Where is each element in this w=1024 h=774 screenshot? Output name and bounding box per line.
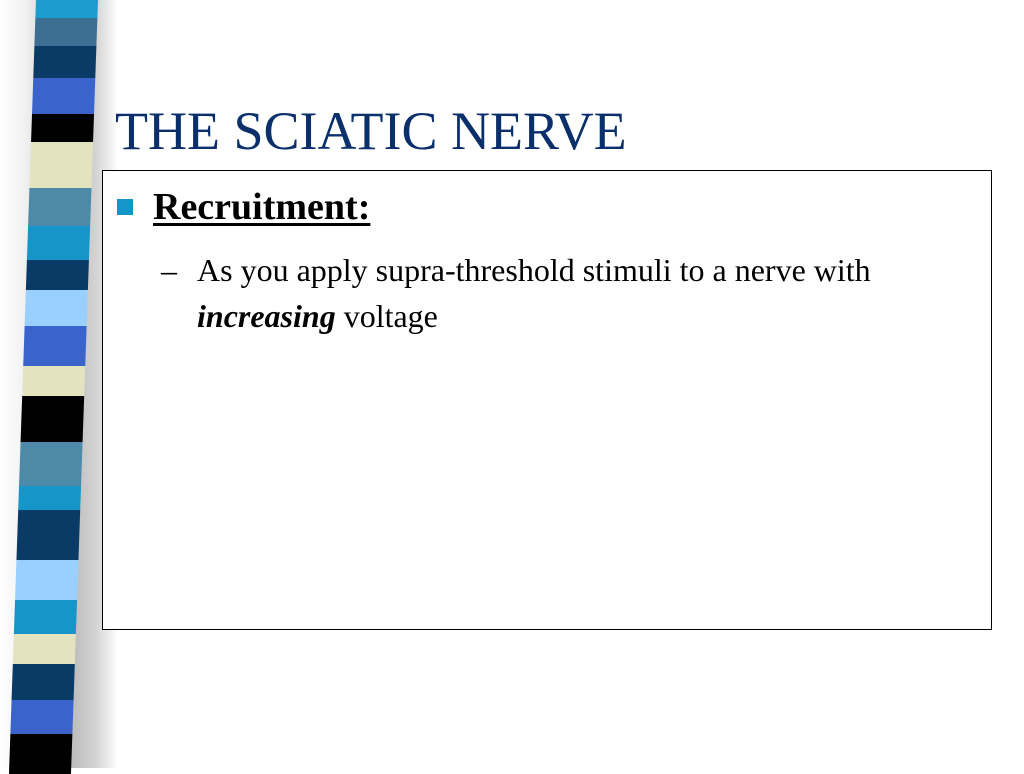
stripe-segment [26, 260, 89, 290]
stripe-segment [12, 664, 75, 700]
stripe-segment [33, 46, 96, 78]
sub-bullet-emphasis: increasing [197, 298, 336, 334]
stripe-segment [27, 226, 90, 260]
stripe-segment [29, 142, 93, 188]
slide-title: THE SCIATIC NERVE [115, 101, 627, 161]
sub-bullet-text-part2: voltage [335, 298, 438, 334]
stripe-segment [32, 78, 95, 114]
stripe-segment [14, 600, 77, 634]
sub-bullet-item [161, 247, 987, 339]
stripe-segment [18, 486, 81, 510]
stripe-segment [34, 18, 97, 46]
stripe-segment [23, 326, 86, 366]
sub-bullet-text [197, 247, 987, 339]
stripe-segment [21, 396, 85, 442]
stripe-segment [25, 290, 88, 326]
stripe-segment [19, 442, 83, 486]
bullet-item [117, 185, 370, 229]
stripe-segment [15, 560, 78, 600]
stripe-segment [16, 510, 80, 560]
stripe-segment [22, 366, 85, 396]
stripe-segment [31, 114, 94, 142]
stripe-segment [9, 734, 72, 774]
stripe-segment [35, 0, 98, 18]
stripe-segment [10, 700, 73, 734]
content-box [102, 170, 992, 630]
sub-bullet-text-part1: As you apply supra-threshold stimuli to a nerve with [197, 252, 871, 288]
square-bullet-icon [117, 199, 133, 215]
stripe-segment [13, 634, 76, 664]
stripe-segment [28, 188, 91, 226]
dash-marker: – [161, 252, 177, 288]
bullet-text: Recruitment: [153, 186, 371, 228]
